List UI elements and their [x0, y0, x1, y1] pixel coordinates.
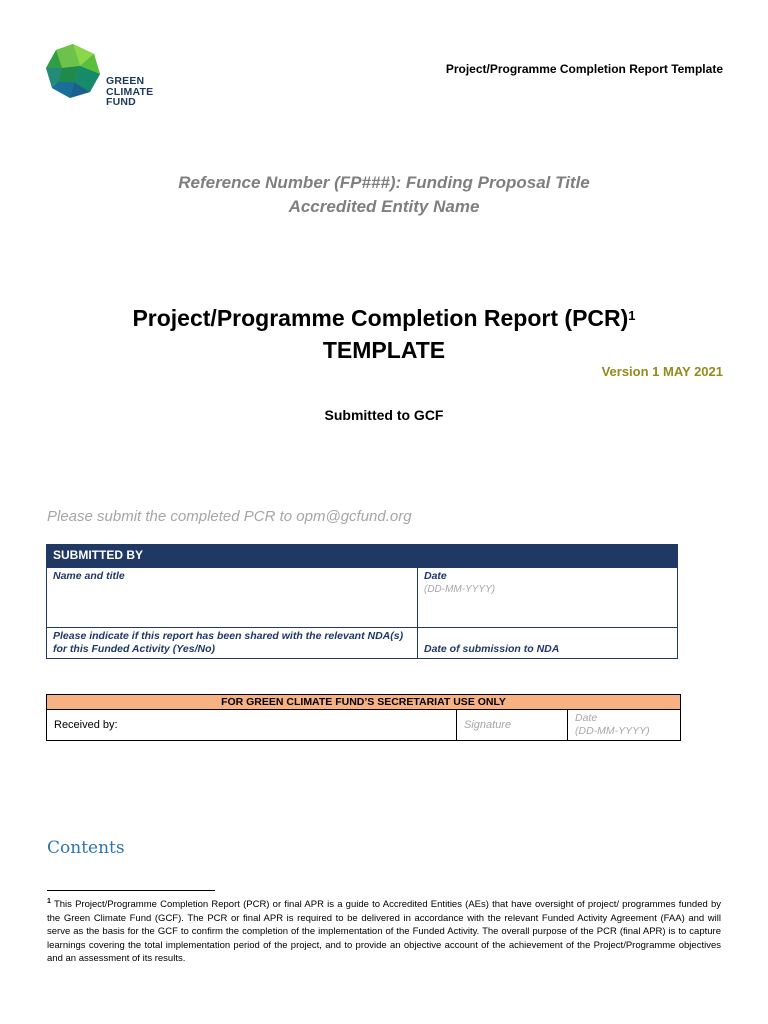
footnote-mark: 1: [47, 898, 51, 905]
footnote-text: This Project/Programme Completion Report (PCR) or final APR is a guide to Accredited Entities (AEs) that have oversight of project/ programmes funded by the Green Climate Fund (GCF). The PCR or final APR is required to be delivered in accordance with the relevant Funded Activity Agreement (FAA) and will serve as the basis for the GCF to confirm the completion of the implementation of the Funded Activity. The overall purpose of the PCR (final APR) is to capture learnings covering the total implementation period of the project, and to provide an objective account of the achievement of the Project/Programme objectives and an assessment of its results.: [47, 899, 721, 965]
date-cell[interactable]: [418, 568, 678, 628]
nda-date-label: Date of submission to NDA: [424, 643, 560, 655]
name-and-title-cell[interactable]: [47, 568, 418, 628]
submit-instruction: Please submit the completed PCR to opm@gcfund.org: [47, 508, 412, 525]
footnote-divider: [47, 890, 215, 891]
header-title: Project/Programme Completion Report Template: [445, 62, 723, 76]
signature-hint: Signature: [464, 719, 512, 731]
gcf-globe-icon: [44, 42, 102, 100]
main-title-text: Project/Programme Completion Report (PCR): [132, 305, 629, 331]
contents-heading[interactable]: Contents: [47, 838, 125, 858]
date-label: Date: [424, 570, 447, 582]
nda-date-cell[interactable]: [418, 628, 678, 659]
signature-cell[interactable]: [457, 710, 568, 741]
secretariat-date-format: (DD-MM-YYYY): [575, 725, 650, 737]
reference-block: [0, 171, 768, 219]
logo-line-climate: CLIMATE: [106, 85, 154, 98]
submitted-to-label: Submitted to GCF: [324, 407, 444, 423]
nda-shared-label: Please indicate if this report has been shared with the relevant NDA(s) for this Funded Activity (Yes/No): [53, 630, 404, 655]
accredited-entity-name: Accredited Entity Name: [288, 197, 480, 216]
secretariat-table: [46, 694, 681, 741]
footnote-reference[interactable]: 1: [628, 308, 636, 323]
secretariat-date-cell[interactable]: [568, 710, 681, 741]
main-title-line1: [0, 302, 768, 334]
nda-shared-cell[interactable]: [47, 628, 418, 659]
version-label: Version 1 MAY 2021: [601, 364, 723, 379]
submitted-by-table: [46, 544, 678, 659]
submitted-by-header: SUBMITTED BY: [47, 545, 678, 568]
secretariat-header: FOR GREEN CLIMATE FUND’S SECRETARIAT USE ONLY: [47, 695, 681, 710]
logo-line-fund: FUND: [106, 96, 136, 108]
date-format-hint: (DD-MM-YYYY): [424, 584, 496, 595]
received-by-cell[interactable]: [47, 710, 457, 741]
logo-wordmark: [106, 76, 153, 108]
logo-line-green: GREEN: [106, 75, 145, 87]
gcf-logo: [44, 42, 174, 112]
reference-number-title: Reference Number (FP###): Funding Proposal Title: [178, 173, 590, 192]
name-and-title-label: Name and title: [53, 570, 125, 582]
secretariat-date-label: Date: [575, 712, 598, 724]
footnote: [47, 895, 721, 966]
main-title-line2: TEMPLATE: [322, 337, 446, 363]
received-by-label: Received by:: [54, 719, 118, 731]
main-title: [0, 302, 768, 366]
